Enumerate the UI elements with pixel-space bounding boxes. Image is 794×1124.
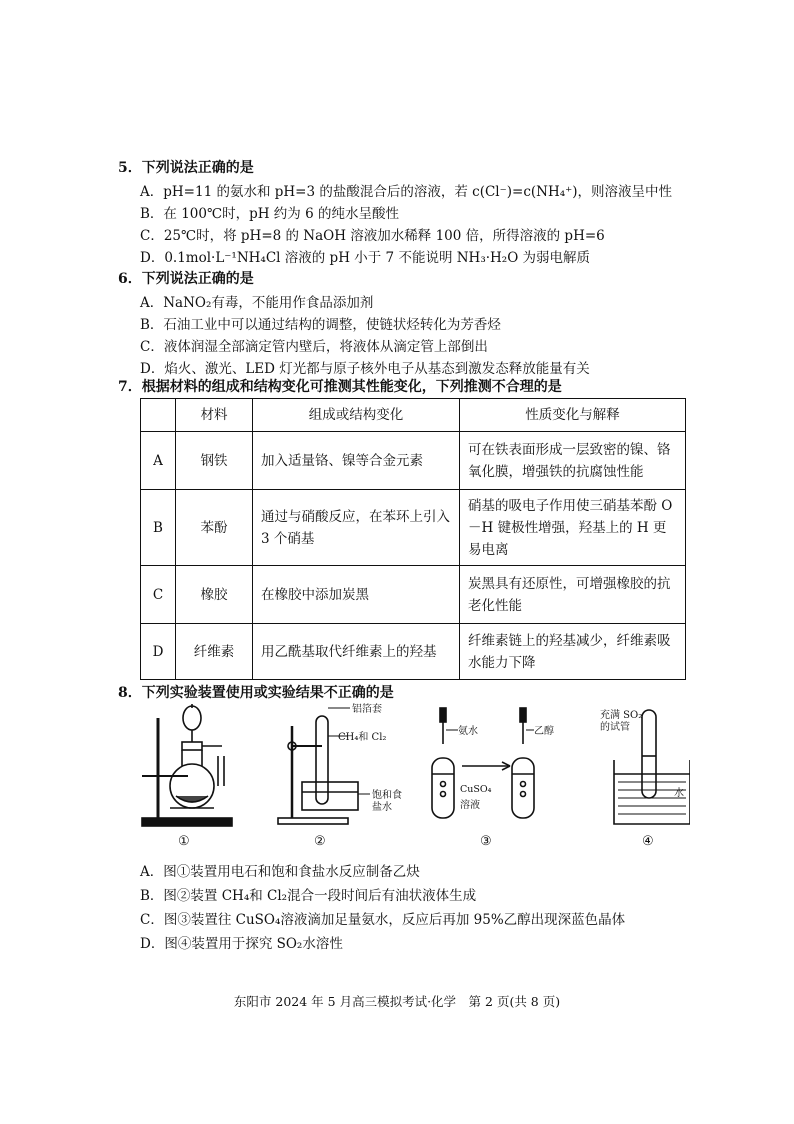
label-water: 水 <box>674 788 684 799</box>
table-cell: D <box>141 624 176 680</box>
table-cell: 钢铁 <box>176 432 253 490</box>
label-brine-1: 饱和食 <box>372 790 402 801</box>
label-cuso4: CuSO₄ <box>460 784 492 795</box>
table-cell: 通过与硝酸反应，在苯环上引入 3 个硝基 <box>253 490 460 566</box>
label-ammonia: 氨水 <box>458 726 478 737</box>
q7-table <box>140 398 686 680</box>
figure-2-number: ② <box>314 834 326 849</box>
q8-option-b: B．图②装置 CH₄和 Cl₂混合一段时间后有油状液体生成 <box>140 888 477 904</box>
table-cell: A <box>141 432 176 490</box>
label-so2-1: 充满 SO₂ <box>600 710 643 721</box>
q8-stem: 8．下列实验装置使用或实验结果不正确的是 <box>118 685 394 701</box>
table-cell: 在橡胶中添加炭黑 <box>253 566 460 624</box>
q5-option-b: B．在 100℃时，pH 约为 6 的纯水呈酸性 <box>140 206 399 222</box>
table-header-row <box>141 399 686 432</box>
q6-stem: 6．下列说法正确的是 <box>118 271 254 287</box>
table-header-cell: 性质变化与解释 <box>460 399 686 432</box>
figure-1-number: ① <box>178 834 190 849</box>
q6-option-d: D．焰火、激光、LED 灯光都与原子核外电子从基态到激发态释放能量有关 <box>140 361 590 377</box>
table-cell: 纤维素 <box>176 624 253 680</box>
q5-option-c: C．25℃时，将 pH=8 的 NaOH 溶液加水稀释 100 倍，所得溶液的 pH=6 <box>140 228 605 244</box>
table-row <box>141 624 686 680</box>
table-header-cell: 组成或结构变化 <box>253 399 460 432</box>
q8-option-d: D．图④装置用于探究 SO₂水溶性 <box>140 936 343 952</box>
table-row <box>141 566 686 624</box>
page-footer: 东阳市 2024 年 5 月高三模拟考试·化学 第 2 页(共 8 页) <box>233 994 561 1009</box>
q6-option-a: A．NaNO₂有毒，不能用作食品添加剂 <box>140 295 374 311</box>
table-cell: 橡胶 <box>176 566 253 624</box>
label-so2-2: 的试管 <box>600 722 630 733</box>
table-header-cell: 材料 <box>176 399 253 432</box>
table-cell: 用乙酰基取代纤维素上的羟基 <box>253 624 460 680</box>
figure-4-number: ④ <box>642 834 654 849</box>
table-cell: 纤维素链上的羟基减少，纤维素吸水能力下降 <box>460 624 686 680</box>
table-cell: 可在铁表面形成一层致密的镍、铬氧化膜，增强铁的抗腐蚀性能 <box>460 432 686 490</box>
q7-stem: 7．根据材料的组成和结构变化可推测其性能变化，下列推测不合理的是 <box>118 379 562 395</box>
label-brine-2: 盐水 <box>372 802 392 813</box>
figure-3-apparatus <box>432 708 534 818</box>
table-header-cell <box>141 399 176 432</box>
q8-option-c: C．图③装置往 CuSO₄溶液滴加足量氨水，反应后再加 95%乙醇出现深蓝色晶体 <box>140 912 626 928</box>
label-ethanol: 乙醇 <box>534 726 554 737</box>
table-row <box>141 490 686 566</box>
q6-option-b: B．石油工业中可以通过结构的调整，使链状烃转化为芳香烃 <box>140 317 501 333</box>
table-cell: 硝基的吸电子作用使三硝基苯酚 O－H 键极性增强，羟基上的 H 更易电离 <box>460 490 686 566</box>
table-cell: 苯酚 <box>176 490 253 566</box>
q6-option-c: C．液体润湿全部滴定管内壁后，将液体从滴定管上部倒出 <box>140 339 488 355</box>
label-foil: 铝箔套 <box>352 704 382 715</box>
label-gas: CH₄和 Cl₂ <box>338 732 387 743</box>
label-solution: 溶液 <box>460 800 480 811</box>
q5-stem: 5．下列说法正确的是 <box>118 160 254 176</box>
q5-option-a: A．pH=11 的氨水和 pH=3 的盐酸混合后的溶液，若 c(Cl⁻)=c(NH₄⁺)，则溶液呈中性 <box>140 184 673 200</box>
q5-option-d: D．0.1mol·L⁻¹NH₄Cl 溶液的 pH 小于 7 不能说明 NH₃·H₂O 为弱电解质 <box>140 250 591 266</box>
table-cell: B <box>141 490 176 566</box>
figure-1-apparatus <box>142 704 232 826</box>
q8-figures <box>130 700 690 860</box>
table-cell: C <box>141 566 176 624</box>
figure-2-apparatus <box>278 708 370 824</box>
table-cell: 加入适量铬、镍等合金元素 <box>253 432 460 490</box>
table-row <box>141 432 686 490</box>
figure-3-number: ③ <box>480 834 492 849</box>
table-cell: 炭黑具有还原性，可增强橡胶的抗老化性能 <box>460 566 686 624</box>
q8-option-a: A．图①装置用电石和饱和食盐水反应制备乙炔 <box>140 864 420 880</box>
